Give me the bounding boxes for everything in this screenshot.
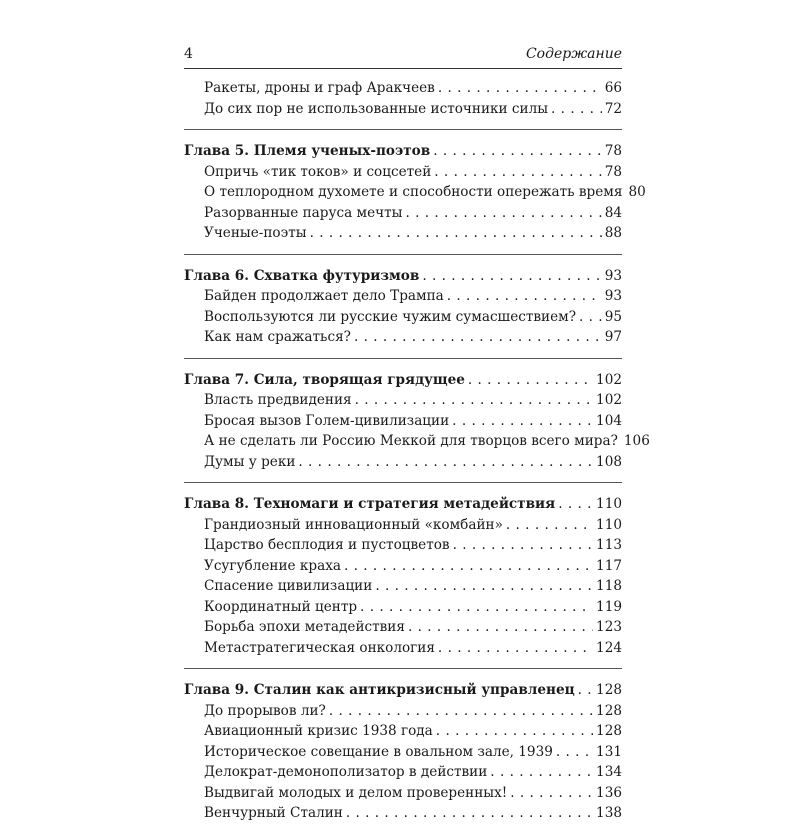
toc-entry-title: А не сделать ли Россию Меккой для творцов всего мира? bbox=[204, 433, 618, 449]
toc-entry-title: Историческое совещание в овальном зале, 1939 bbox=[204, 743, 553, 760]
running-title: Содержание bbox=[525, 46, 622, 62]
chapter-page: 78 bbox=[604, 143, 622, 159]
toc-entry bbox=[184, 638, 622, 659]
dot-leader bbox=[433, 141, 601, 162]
dot-leader bbox=[329, 701, 593, 722]
toc-entry-page: 138 bbox=[596, 805, 622, 821]
toc-entry-page: 108 bbox=[596, 453, 622, 470]
toc-entry bbox=[184, 576, 622, 597]
toc-entry bbox=[184, 162, 622, 183]
toc-entry-page: 84 bbox=[604, 204, 622, 221]
chapter-page: 128 bbox=[596, 682, 622, 698]
toc-entry-title: Бросая вызов Голем-цивилизации bbox=[204, 412, 450, 429]
section-divider bbox=[184, 254, 622, 255]
toc-entry-page: 93 bbox=[604, 288, 622, 304]
dot-leader bbox=[355, 390, 593, 411]
toc-chapter-7 bbox=[184, 370, 622, 391]
toc-entry-title: Борьба эпохи метадействия bbox=[204, 619, 405, 635]
section-divider bbox=[184, 482, 622, 483]
toc-entry-page: 110 bbox=[596, 516, 622, 533]
toc-entry-page: 117 bbox=[596, 557, 622, 574]
toc-entry bbox=[184, 803, 622, 824]
toc-entry-title: Грандиозный инновационный «комбайн» bbox=[204, 516, 503, 533]
chapter-title: Глава 9. Сталин как антикризисный управленец bbox=[184, 682, 575, 698]
dot-leader bbox=[405, 203, 601, 224]
toc-entry bbox=[184, 307, 622, 328]
chapter-title: Глава 7. Сила, творящая грядущее bbox=[184, 371, 465, 388]
toc-entry-page: 128 bbox=[596, 723, 622, 739]
page-number: 4 bbox=[184, 46, 193, 62]
toc-entry-title: Делократ-демонополизатор в действии bbox=[204, 764, 488, 780]
toc-entry bbox=[184, 452, 622, 473]
dot-leader bbox=[438, 638, 593, 659]
toc-entry-page: 113 bbox=[596, 537, 622, 553]
toc-entry-page: 123 bbox=[596, 619, 622, 635]
toc-entry bbox=[184, 223, 622, 244]
toc-entry-title: Думы у реки bbox=[204, 453, 296, 470]
toc-entry bbox=[184, 182, 646, 203]
section-divider bbox=[184, 668, 622, 669]
dot-leader bbox=[490, 762, 593, 783]
toc-entry-page: 80 bbox=[628, 184, 646, 200]
toc-entry-title: Ученые-поэты bbox=[204, 225, 307, 241]
toc-entry-title: Выдвигай молодых и делом проверенных! bbox=[204, 784, 508, 801]
dot-leader bbox=[346, 803, 593, 824]
toc-entry-page: 78 bbox=[604, 163, 622, 180]
page-header bbox=[184, 44, 622, 69]
toc-entry-title: Воспользуются ли русские чужим сумасшествием? bbox=[204, 308, 576, 325]
toc-entry-title: Венчурный Сталин bbox=[204, 805, 343, 821]
dot-leader bbox=[468, 370, 593, 391]
toc-entry-title: Спасение цивилизации bbox=[204, 578, 373, 594]
chapter-page: 93 bbox=[604, 267, 622, 284]
toc-entry bbox=[184, 617, 622, 638]
toc-entry bbox=[184, 286, 622, 307]
toc-entry-page: 88 bbox=[604, 225, 622, 241]
dot-leader bbox=[434, 162, 601, 183]
toc-entry-page: 97 bbox=[604, 329, 622, 345]
toc-entry-title: До прорывов ли? bbox=[204, 702, 326, 719]
toc-entry-page: 66 bbox=[604, 80, 622, 96]
toc-entry-title: Авиационный кризис 1938 года bbox=[204, 723, 433, 739]
toc-entry-title: Ракеты, дроны и граф Аракчеев bbox=[204, 80, 435, 96]
dot-leader bbox=[298, 452, 593, 473]
toc-entry-page: 104 bbox=[596, 412, 622, 429]
toc-entry-page: 118 bbox=[596, 578, 622, 594]
toc-entry bbox=[184, 411, 622, 432]
toc-entry-page: 72 bbox=[604, 100, 622, 117]
toc-entry-title: Как нам сражаться? bbox=[204, 329, 351, 345]
dot-leader bbox=[438, 78, 602, 99]
section-divider bbox=[184, 129, 622, 130]
dot-leader bbox=[452, 411, 593, 432]
dot-leader bbox=[360, 597, 593, 618]
dot-leader bbox=[344, 556, 593, 577]
chapter-title: Глава 8. Техномаги и стратегия метадействия bbox=[184, 496, 556, 512]
toc-entry-page: 128 bbox=[596, 702, 622, 719]
toc-entry-page: 119 bbox=[596, 598, 622, 615]
dot-leader bbox=[578, 680, 593, 701]
dot-leader bbox=[579, 307, 602, 328]
dot-leader bbox=[436, 721, 593, 742]
dot-leader bbox=[375, 576, 593, 597]
toc-entry bbox=[184, 327, 622, 348]
toc-entry bbox=[184, 721, 622, 742]
toc-chapter-6 bbox=[184, 266, 622, 287]
dot-leader bbox=[310, 223, 602, 244]
dot-leader bbox=[422, 266, 601, 287]
toc-entry-page: 102 bbox=[596, 392, 622, 408]
toc-entry-title: Опричь «тик токов» и соцсетей bbox=[204, 163, 432, 180]
dot-leader bbox=[558, 494, 593, 515]
toc-chapter-9 bbox=[184, 680, 622, 701]
chapter-title: Глава 6. Схватка футуризмов bbox=[184, 267, 420, 284]
toc-entry-title: Усугубление краха bbox=[204, 557, 341, 574]
toc-entry-title: Байден продолжает дело Трампа bbox=[204, 288, 444, 304]
toc-entry bbox=[184, 203, 622, 224]
toc-entry bbox=[184, 390, 622, 411]
toc-entry-title: Власть предвидения bbox=[204, 392, 352, 408]
toc-entry bbox=[184, 78, 622, 99]
dot-leader bbox=[551, 99, 602, 120]
toc-entry-title: Метастратегическая онкология bbox=[204, 639, 435, 656]
chapter-page: 102 bbox=[596, 371, 622, 388]
toc-entry-title: Координатный центр bbox=[204, 598, 358, 615]
toc-entry-page: 136 bbox=[596, 784, 622, 801]
toc-entry bbox=[184, 535, 622, 556]
toc-entry-page: 131 bbox=[596, 743, 622, 760]
toc-entry bbox=[184, 742, 622, 763]
toc-entry-title: О теплородном духомете и способности опережать время bbox=[204, 184, 623, 200]
toc-entry bbox=[184, 431, 650, 452]
dot-leader bbox=[408, 617, 593, 638]
section-divider bbox=[184, 358, 622, 359]
dot-leader bbox=[447, 286, 602, 307]
chapter-title: Глава 5. Племя ученых-поэтов bbox=[184, 143, 431, 159]
dot-leader bbox=[506, 515, 593, 536]
toc-entry-page: 106 bbox=[623, 433, 650, 449]
toc-chapter-5 bbox=[184, 141, 622, 162]
dot-leader bbox=[556, 742, 593, 763]
toc-entry bbox=[184, 701, 622, 722]
toc-entry-title: Царство бесплодия и пустоцветов bbox=[204, 537, 450, 553]
toc-chapter-8 bbox=[184, 494, 622, 515]
toc-entry-title: До сих пор не использованные источники силы bbox=[204, 100, 549, 117]
toc-entry-page: 134 bbox=[596, 764, 622, 780]
chapter-page: 110 bbox=[596, 496, 622, 512]
toc-entry bbox=[184, 515, 622, 536]
toc-entry bbox=[184, 597, 622, 618]
dot-leader bbox=[453, 535, 593, 556]
dot-leader bbox=[354, 327, 602, 348]
toc-entry bbox=[184, 99, 622, 120]
toc-entry-page: 95 bbox=[604, 308, 622, 325]
toc-entry bbox=[184, 556, 622, 577]
toc-entry-title: Разорванные паруса мечты bbox=[204, 204, 403, 221]
toc-entry-page: 124 bbox=[596, 639, 622, 656]
toc-entry bbox=[184, 762, 622, 783]
table-of-contents bbox=[184, 78, 650, 824]
